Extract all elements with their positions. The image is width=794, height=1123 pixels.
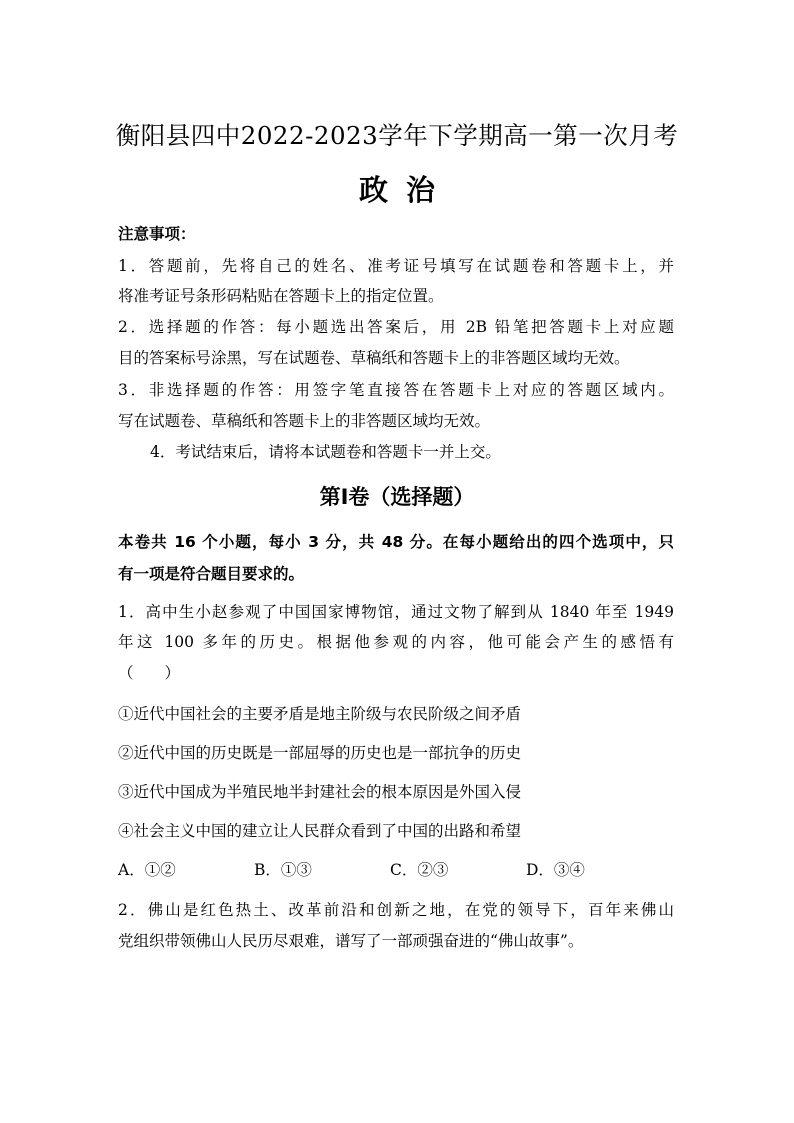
option-b: B．①③	[254, 861, 312, 879]
exam-title: 衡阳县四中2022-2023学年下学期高一第一次月考	[115, 121, 679, 150]
question-stem: 2．佛山是红色热土、改革前沿和创新之地，在党的领导下，百年来佛山	[118, 901, 674, 919]
notice-line: 2．选择题的作答：每小题选出答案后，用 2B 铅笔把答题卡上对应题	[118, 318, 674, 336]
notice-line: 将准考证号条形码粘贴在答题卡上的指定位置。	[118, 287, 444, 305]
question-stem: 1．高中生小赵参观了中国国家博物馆，通过文物了解到从 1840 年至 1949	[118, 603, 674, 621]
question-stem: 党组织带领佛山人民历尽艰难，谱写了一部顽强奋进的“佛山故事”。	[118, 932, 584, 950]
notice-line: 4．考试结束后，请将本试题卷和答题卡一并上交。	[150, 443, 501, 461]
notice-line: 目的答案标号涂黑，写在试题卷、草稿纸和答题卡上的非答题区域均无效。	[118, 349, 630, 367]
option-a: A．①②	[118, 861, 176, 879]
statement: ①近代中国社会的主要矛盾是地主阶级与农民阶级之间矛盾	[118, 705, 522, 723]
option-d: D．③④	[526, 861, 585, 879]
statement: ④社会主义中国的建立让人民群众看到了中国的出路和希望	[118, 822, 522, 840]
answer-blank: （ ）	[118, 664, 181, 682]
option-c: C．②③	[390, 861, 449, 879]
notice-line: 3．非选择题的作答：用签字笔直接答在答题卡上对应的答题区域内。	[118, 381, 674, 399]
statement: ②近代中国的历史既是一部屈辱的历史也是一部抗争的历史	[118, 744, 522, 762]
section-title: 第Ⅰ卷（选择题）	[319, 485, 475, 509]
notice-line: 写在试题卷、草稿纸和答题卡上的非答题区域均无效。	[118, 412, 491, 430]
subject-title: 政治	[358, 173, 453, 207]
notice-heading: 注意事项：	[118, 225, 196, 243]
section-instructions: 有一项是符合题目要求的。	[118, 565, 305, 583]
section-instructions: 本卷共 16 个小题，每小 3 分，共 48 分。在每小题给出的四个选项中，只	[118, 533, 674, 551]
notice-line: 1．答题前，先将自己的姓名、准考证号填写在试题卷和答题卡上，并	[118, 257, 674, 275]
question-stem: 年这 100 多年的历史。根据他参观的内容，他可能会产生的感悟有	[118, 633, 674, 651]
statement: ③近代中国成为半殖民地半封建社会的根本原因是外国入侵	[118, 783, 522, 801]
